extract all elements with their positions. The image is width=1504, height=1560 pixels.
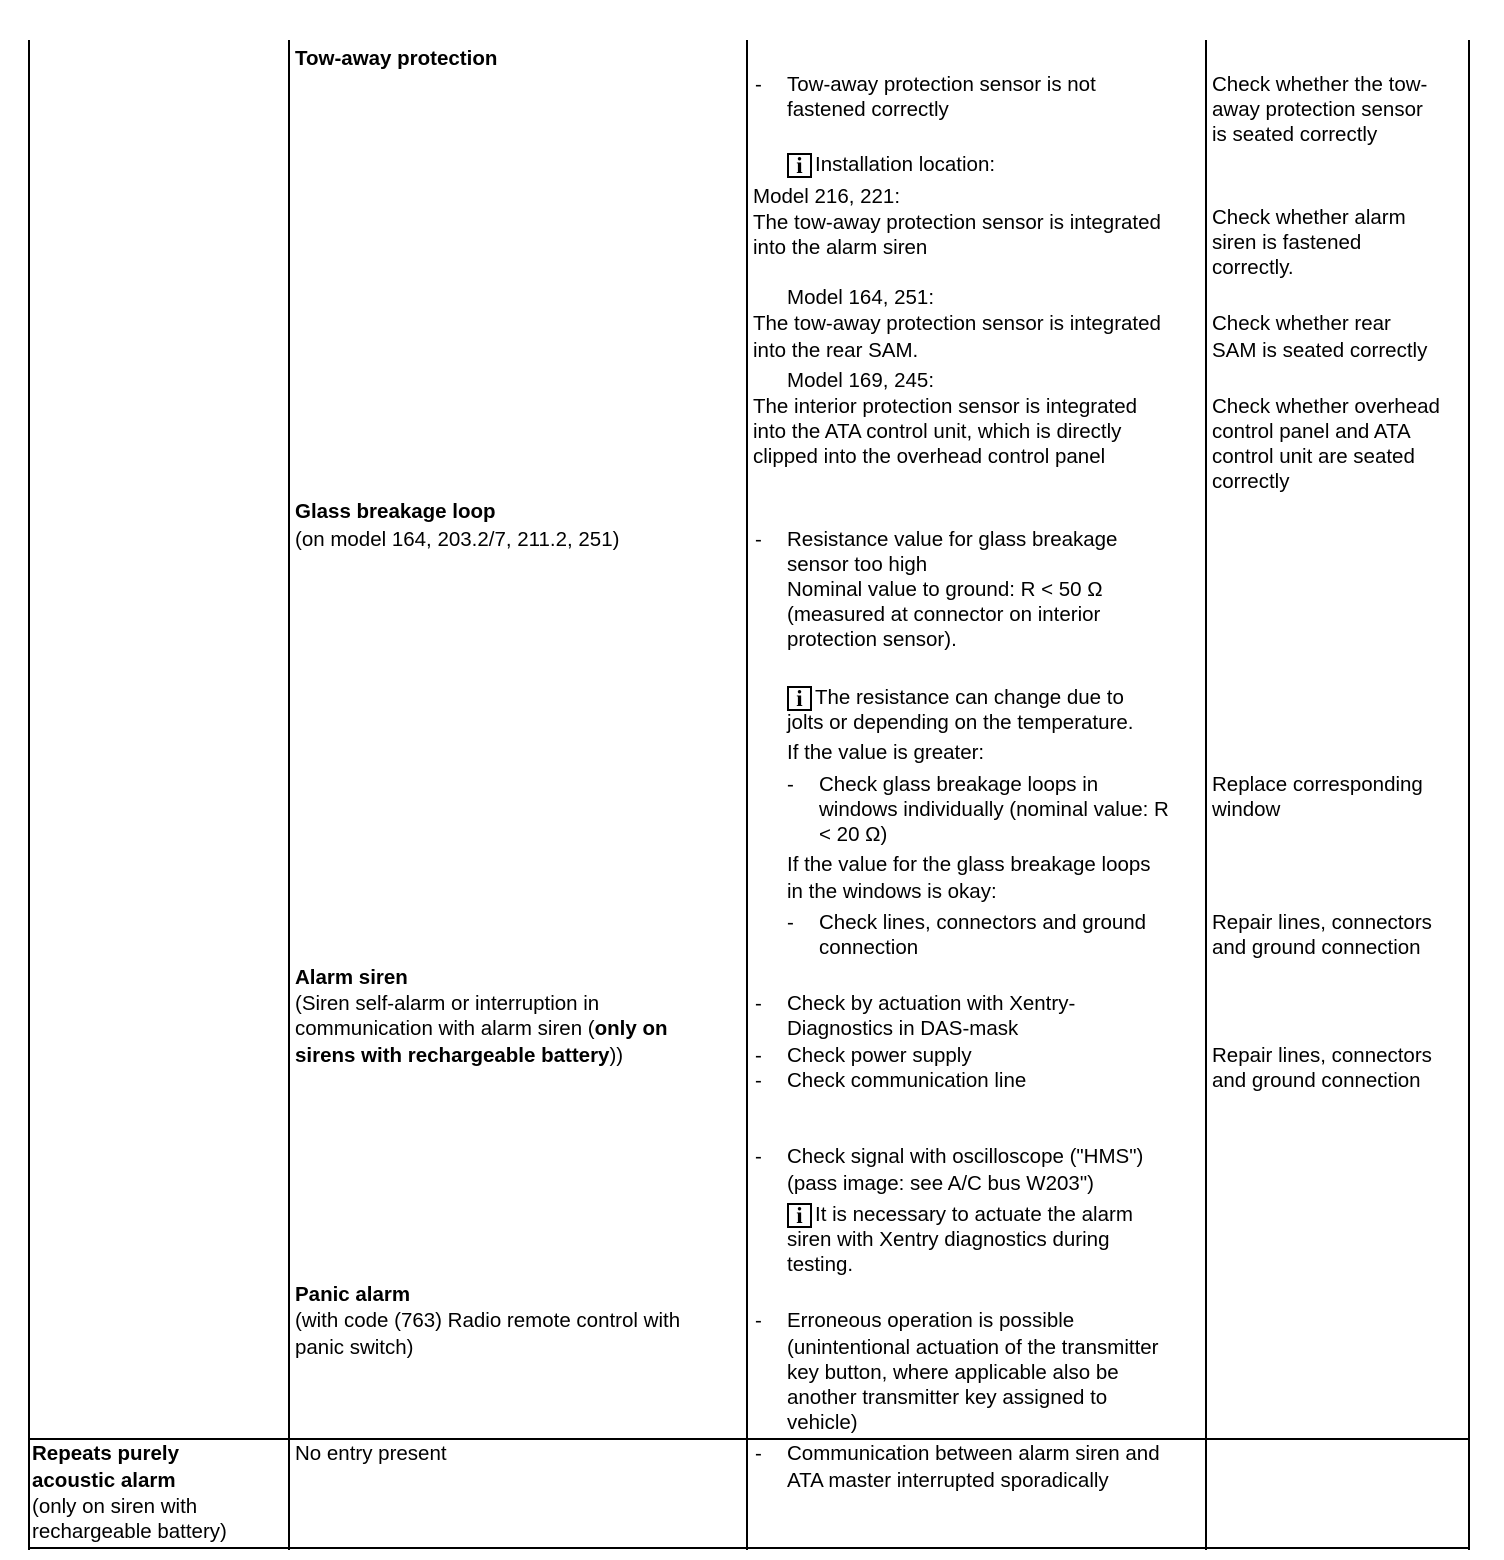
entry-title-glass-breakage: Glass breakage loop — [295, 500, 496, 523]
info-icon: i — [787, 1203, 812, 1228]
remedy-text: window — [1212, 798, 1281, 821]
cause-text: Tow-away protection sensor is not — [787, 73, 1096, 96]
entry-title-alarm-siren: Alarm siren — [295, 966, 408, 989]
table-border-right — [1468, 40, 1470, 1550]
remedy-text: Check whether alarm — [1212, 206, 1406, 229]
cause-text: < 20 Ω) — [819, 823, 888, 846]
cause-text: siren with Xentry diagnostics during — [787, 1228, 1110, 1251]
remedy-text: is seated correctly — [1212, 123, 1378, 146]
symptom-note: (only on siren with — [32, 1495, 198, 1518]
cause-text: The interior protection sensor is integrated — [753, 395, 1138, 418]
table-border-bottom — [28, 1547, 1470, 1549]
entry-subtitle: (with code (763) Radio remote control with — [295, 1309, 681, 1332]
table-border-col3 — [746, 40, 748, 1550]
table-border-col4 — [1205, 40, 1207, 1550]
cause-text: protection sensor). — [787, 628, 957, 651]
remedy-text: correctly. — [1212, 256, 1294, 279]
entry-subtitle: communication with alarm siren (only on — [295, 1017, 668, 1040]
symptom-title: Repeats purely — [32, 1442, 179, 1465]
cause-text: Communication between alarm siren and — [787, 1442, 1160, 1465]
bullet: - — [755, 1442, 762, 1465]
entry-text: No entry present — [295, 1442, 447, 1465]
remedy-text: Check whether rear — [1212, 312, 1391, 335]
bullet: - — [755, 1069, 762, 1092]
cause-text: jolts or depending on the temperature. — [787, 711, 1134, 734]
table-border-left — [28, 40, 30, 1550]
cause-text: (unintentional actuation of the transmitter — [787, 1336, 1159, 1359]
cause-text: Nominal value to ground: R < 50 Ω — [787, 578, 1103, 601]
bullet: - — [755, 992, 762, 1015]
cause-text: (pass image: see A/C bus W203") — [787, 1172, 1094, 1195]
cause-text: in the windows is okay: — [787, 880, 997, 903]
cause-text: Diagnostics in DAS-mask — [787, 1017, 1019, 1040]
remedy-text: Check whether overhead — [1212, 395, 1440, 418]
cause-text: testing. — [787, 1253, 854, 1276]
model-heading: Model 169, 245: — [787, 369, 935, 392]
cause-text: The tow-away protection sensor is integrated — [753, 211, 1161, 234]
model-heading: Model 164, 251: — [787, 286, 935, 309]
entry-subtitle: sirens with rechargeable battery)) — [295, 1044, 624, 1067]
cause-text: vehicle) — [787, 1411, 858, 1434]
cause-text: ATA master interrupted sporadically — [787, 1469, 1109, 1492]
table-border-col2 — [288, 40, 290, 1550]
bullet: - — [755, 73, 762, 96]
entry-subtitle: (Siren self-alarm or interruption in — [295, 992, 600, 1015]
model-heading: Model 216, 221: — [753, 185, 901, 208]
cause-text: The tow-away protection sensor is integrated — [753, 312, 1161, 335]
remedy-text: Replace corresponding — [1212, 773, 1423, 796]
table-row-divider — [28, 1438, 1470, 1440]
remedy-text: Repair lines, connectors — [1212, 1044, 1432, 1067]
remedy-text: correctly — [1212, 470, 1290, 493]
cause-text: Check lines, connectors and ground — [819, 911, 1147, 934]
cause-text: Check power supply — [787, 1044, 972, 1067]
info-note: i It is necessary to actuate the alarm — [787, 1202, 1133, 1228]
bullet: - — [755, 1044, 762, 1067]
cause-text: another transmitter key assigned to — [787, 1386, 1108, 1409]
symptom-note: rechargeable battery) — [32, 1520, 227, 1543]
symptom-title: acoustic alarm — [32, 1469, 176, 1492]
remedy-text: away protection sensor — [1212, 98, 1423, 121]
cause-text: clipped into the overhead control panel — [753, 445, 1106, 468]
cause-text: Check by actuation with Xentry- — [787, 992, 1076, 1015]
cause-text: Check glass breakage loops in — [819, 773, 1099, 796]
remedy-text: Repair lines, connectors — [1212, 911, 1432, 934]
info-note: i Installation location: — [787, 152, 995, 178]
bullet: - — [787, 773, 794, 796]
cause-text: connection — [819, 936, 919, 959]
info-icon: i — [787, 153, 812, 178]
info-icon: i — [787, 686, 812, 711]
cause-text: If the value is greater: — [787, 741, 985, 764]
cause-text: fastened correctly — [787, 98, 949, 121]
entry-title-panic-alarm: Panic alarm — [295, 1283, 411, 1306]
remedy-text: control unit are seated — [1212, 445, 1415, 468]
remedy-text: and ground connection — [1212, 1069, 1421, 1092]
cause-text: into the alarm siren — [753, 236, 928, 259]
cause-text: key button, where applicable also be — [787, 1361, 1119, 1384]
entry-title-tow-away: Tow-away protection — [295, 47, 498, 70]
remedy-text: control panel and ATA — [1212, 420, 1411, 443]
cause-text: Resistance value for glass breakage — [787, 528, 1118, 551]
bullet: - — [755, 1145, 762, 1168]
cause-text: If the value for the glass breakage loops — [787, 853, 1151, 876]
bullet: - — [755, 528, 762, 551]
cause-text: Erroneous operation is possible — [787, 1309, 1075, 1332]
cause-text: sensor too high — [787, 553, 928, 576]
remedy-text: Check whether the tow- — [1212, 73, 1428, 96]
remedy-text: siren is fastened — [1212, 231, 1362, 254]
cause-text: into the ATA control unit, which is directly — [753, 420, 1122, 443]
bullet: - — [755, 1309, 762, 1332]
cause-text: (measured at connector on interior — [787, 603, 1101, 626]
remedy-text: SAM is seated correctly — [1212, 339, 1428, 362]
remedy-text: and ground connection — [1212, 936, 1421, 959]
info-note: i The resistance can change due to — [787, 685, 1124, 711]
entry-subtitle: (on model 164, 203.2/7, 211.2, 251) — [295, 528, 620, 551]
entry-subtitle: panic switch) — [295, 1336, 414, 1359]
cause-text: Check signal with oscilloscope ("HMS") — [787, 1145, 1144, 1168]
cause-text: Check communication line — [787, 1069, 1027, 1092]
cause-text: into the rear SAM. — [753, 339, 919, 362]
bullet: - — [787, 911, 794, 934]
cause-text: windows individually (nominal value: R — [819, 798, 1169, 821]
